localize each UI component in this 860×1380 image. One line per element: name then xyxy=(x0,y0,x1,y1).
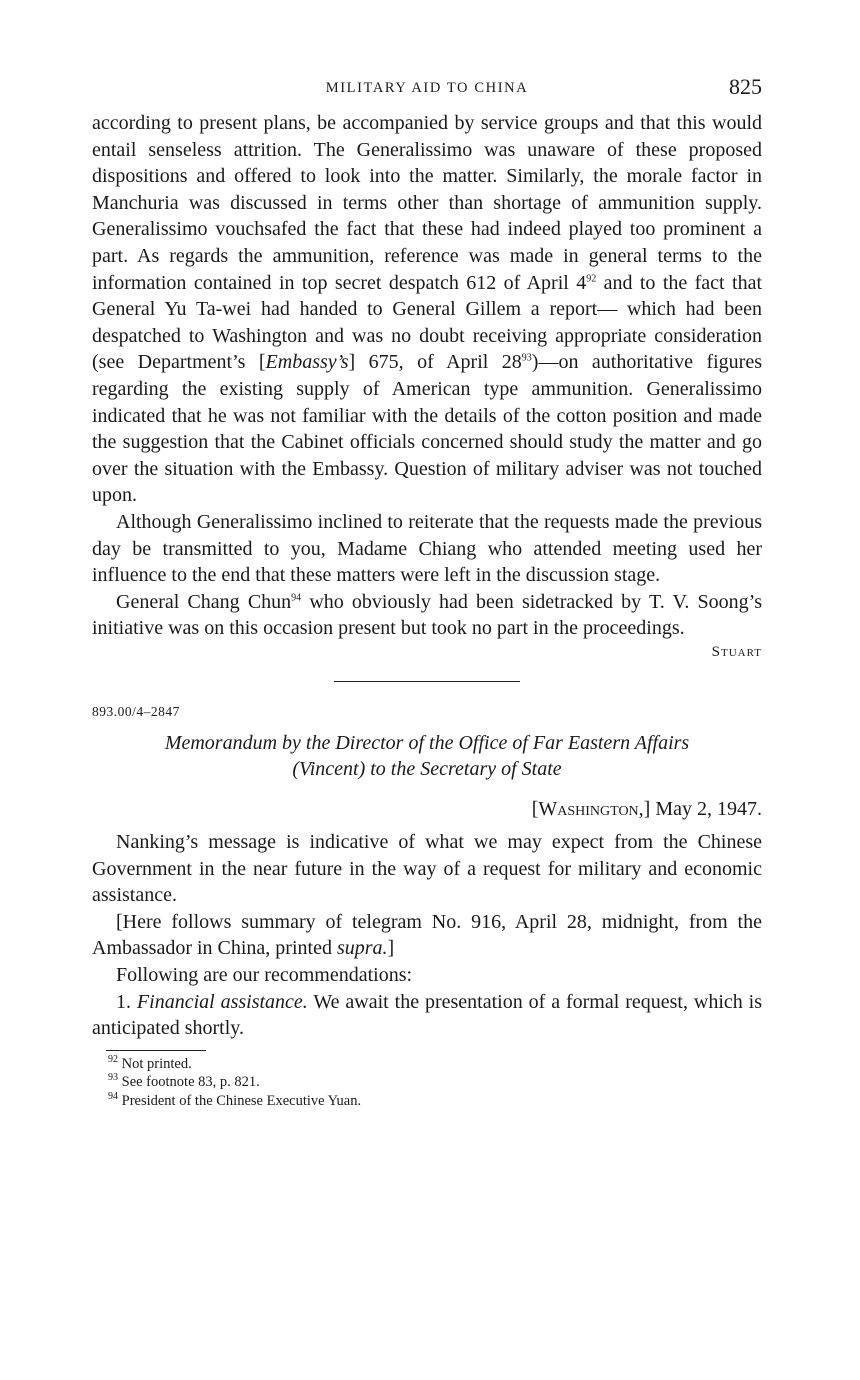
memo-paragraph-1: Nanking’s message is indicative of what we may expect from the Chinese Government in the near future in the way of a request for military and economic assistance. xyxy=(92,831,762,907)
p1-text-d: )—on authoritative figures regarding the existing supply of American type ammunition. Generalissimo indicated that he was not familiar with the details of the cotton position and made the suggestion that the Cabinet officials concerned should study the matter and go over the situation with the Embassy. Question of military adviser was not touched upon. xyxy=(92,351,762,507)
dateline-place: Washington xyxy=(538,798,639,821)
footnote-ref-93: 93 xyxy=(521,352,532,364)
footnote-ref-94: 94 xyxy=(291,592,302,604)
footnote-text: President of the Chinese Executive Yuan. xyxy=(121,1092,362,1109)
page-number: 825 xyxy=(729,74,762,99)
title-line-2: (Vincent) to the Secretary of State xyxy=(292,758,562,781)
memo-p4-number: 1. xyxy=(116,990,137,1013)
footnote-92 xyxy=(108,1055,762,1074)
p1-text-b: and to the fact that General Yu Ta-wei had handed to General Gillem a report— which had been despatched to Washington and was no doubt receiving appropriate consideration (see Department’s [ xyxy=(92,271,763,374)
memo-paragraph-3: Following are our recommendations: xyxy=(116,964,413,987)
dateline-date: ,] May 2, 1947. xyxy=(638,798,762,821)
paragraph-2: Although Generalissimo inclined to reiterate that the requests made the previous day be transmitted to you, Madame Chiang who attended meeting used her influence to the end that these matters were left in the discussion stage. xyxy=(92,510,762,587)
memo-p2-text-b: ] xyxy=(387,937,395,960)
memo-paragraph-2 xyxy=(92,909,762,962)
telegram-continuation xyxy=(92,110,762,642)
footnote-text: See footnote 83, p. 821. xyxy=(121,1074,260,1091)
p3-text-a: General Chang Chun xyxy=(116,590,292,613)
footnote-text: Not printed. xyxy=(121,1055,192,1072)
footnote-93 xyxy=(108,1073,762,1092)
memo-p2-emphasis: supra. xyxy=(336,937,388,960)
memo-p4-text: We await the presentation of a formal request, which is anticipated shortly. xyxy=(92,990,762,1040)
paragraph-1 xyxy=(92,110,762,509)
footnote-number: 92 xyxy=(108,1053,118,1065)
page-header xyxy=(92,70,762,110)
p3-text-b: who obviously had been sidetracked by T. V. Soong’s initiative was on this occasion present but took no part in the proceedings. xyxy=(92,590,762,640)
section-divider xyxy=(334,681,520,682)
dateline-open: [ xyxy=(531,798,539,821)
title-line-1: Memorandum by the Director of the Office of Far Eastern Affairs xyxy=(164,731,690,754)
p1-text-a: according to present plans, be accompanied by service groups and that this would entail senseless attrition. The Generalissimo was unaware of these proposed dispositions and offered to look into the matter. Similarly, the morale factor in Manchuria was discussed in terms other than shortage of ammunition supply. Generalissimo vouchsafed the fact that these had indeed played too prominent a part. As regards the ammunition, reference was made in general terms to the information contained in top secret despatch 612 of April 4 xyxy=(92,112,762,294)
memo-p4-emphasis: Financial assistance. xyxy=(136,990,308,1013)
document-page xyxy=(92,70,762,1110)
footnotes xyxy=(92,1055,762,1111)
memo-body xyxy=(92,829,762,1042)
paragraph-3 xyxy=(92,589,762,642)
footnote-number: 93 xyxy=(108,1072,118,1084)
footnote-ref-92: 92 xyxy=(586,272,597,284)
memo-p2-text-a: [Here follows summary of telegram No. 916, April 28, midnight, from the Ambassador in China, printed xyxy=(92,910,762,960)
document-title xyxy=(92,730,762,783)
footnote-number: 94 xyxy=(108,1090,118,1102)
footnote-94 xyxy=(108,1092,762,1111)
signature: Stuart xyxy=(711,643,762,660)
p1-emphasis: Embassy’s xyxy=(265,351,349,374)
footnote-divider xyxy=(106,1050,206,1051)
dateline xyxy=(92,795,762,823)
file-number: 893.00/4–2847 xyxy=(92,703,180,719)
running-head: MILITARY AID TO CHINA xyxy=(325,80,529,96)
p1-text-c: ] 675, of April 28 xyxy=(348,351,522,374)
memo-paragraph-4 xyxy=(92,989,762,1042)
